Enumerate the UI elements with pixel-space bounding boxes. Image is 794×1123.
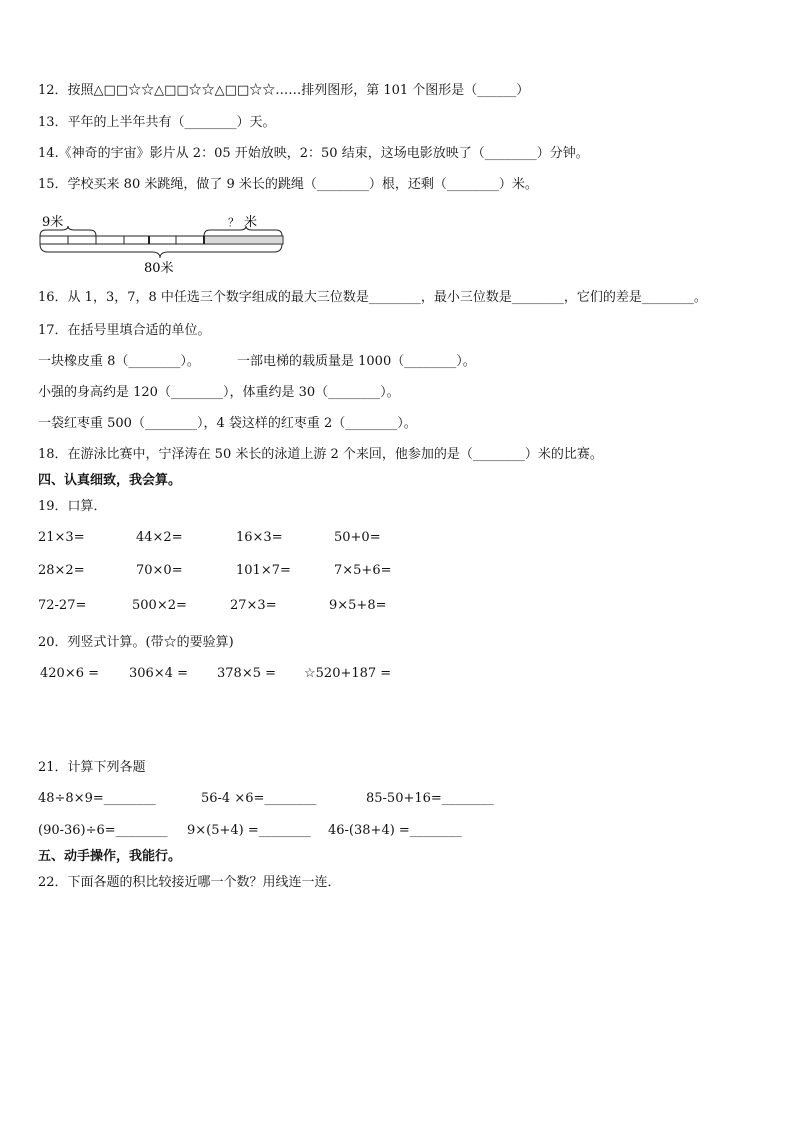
label-m: 米	[244, 215, 258, 230]
q21-item: 48÷8×9=________	[38, 791, 156, 806]
question-21: 21．计算下列各题	[38, 760, 146, 775]
question-12: 12．按照△□□☆☆△□□☆☆△□□☆☆……排列图形，第 101 个图形是（______）	[38, 83, 530, 98]
q19-item: 500×2=	[132, 598, 187, 613]
q19-item: 72-27=	[38, 598, 87, 613]
brace-80m	[40, 244, 282, 258]
brace-remaining	[204, 226, 282, 236]
q20-item: ☆520+187 =	[304, 666, 392, 681]
q19-item: 101×7=	[236, 563, 291, 578]
q20-item: 378×5 =	[217, 666, 277, 681]
q19-item: 28×2=	[38, 563, 85, 578]
q21-item: 46-(38+4) =________	[328, 823, 462, 838]
q19-item: 16×3=	[236, 530, 283, 545]
question-18: 18．在游泳比赛中，宁泽涛在 50 米长的泳道上游 2 个来回，他参加的是（________）米的比赛。	[38, 447, 603, 462]
question-17-elevator: 一部电梯的载质量是 1000（________）。	[237, 354, 476, 369]
label-80m: 80米	[144, 261, 174, 274]
question-17-eraser: 一块橡皮重 8（________）。	[38, 354, 200, 369]
question-22: 22．下面各题的积比较接近哪一个数？用线连一连．	[38, 875, 341, 890]
question-14: 14.《神奇的宇宙》影片从 2：05 开始放映，2：50 结束，这场电影放映了（________）分钟。	[38, 146, 589, 161]
q19-item: 27×3=	[230, 598, 277, 613]
label-question: ？	[228, 216, 239, 229]
q19-item: 50+0=	[334, 530, 381, 545]
question-19: 19．口算．	[38, 499, 107, 514]
q20-item: 306×4 =	[129, 666, 189, 681]
question-16: 16．从 1，3，7，8 中任选三个数字组成的最大三位数是________，最小三位数是________，它们的差是________。	[38, 290, 707, 305]
q21-item: 56-4 ×6=________	[201, 791, 317, 806]
question-15: 15．学校买来 80 米跳绳，做了 9 米长的跳绳（________）根，还剩（________）米。	[38, 177, 538, 192]
question-20: 20．列竖式计算。(带☆的要验算)	[38, 635, 234, 650]
section-5-heading: 五、动手操作，我能行。	[38, 849, 182, 864]
q19-item: 44×2=	[136, 530, 183, 545]
q21-item: 85-50+16=________	[366, 791, 494, 806]
q21-item: 9×(5+4) =________	[187, 823, 311, 838]
q19-item: 70×0=	[136, 563, 183, 578]
remaining-shade	[204, 237, 282, 243]
question-17-height: 小强的身高约是 120（________），体重约是 30（________）。	[38, 385, 400, 400]
label-9m: 9米	[42, 215, 64, 230]
question-13: 13．平年的上半年共有（________）天。	[38, 115, 276, 130]
q19-item: 9×5+8=	[329, 598, 387, 613]
q21-item: (90-36)÷6=________	[38, 823, 168, 838]
q19-item: 21×3=	[38, 530, 85, 545]
question-17: 17．在括号里填合适的单位。	[38, 323, 211, 338]
q19-item: 7×5+6=	[334, 563, 392, 578]
rope-diagram	[36, 208, 296, 274]
section-4-heading: 四、认真细致，我会算。	[38, 473, 182, 488]
question-17-dates: 一袋红枣重 500（________），4 袋这样的红枣重 2（________）。	[38, 416, 417, 431]
q20-item: 420×6 =	[40, 666, 100, 681]
